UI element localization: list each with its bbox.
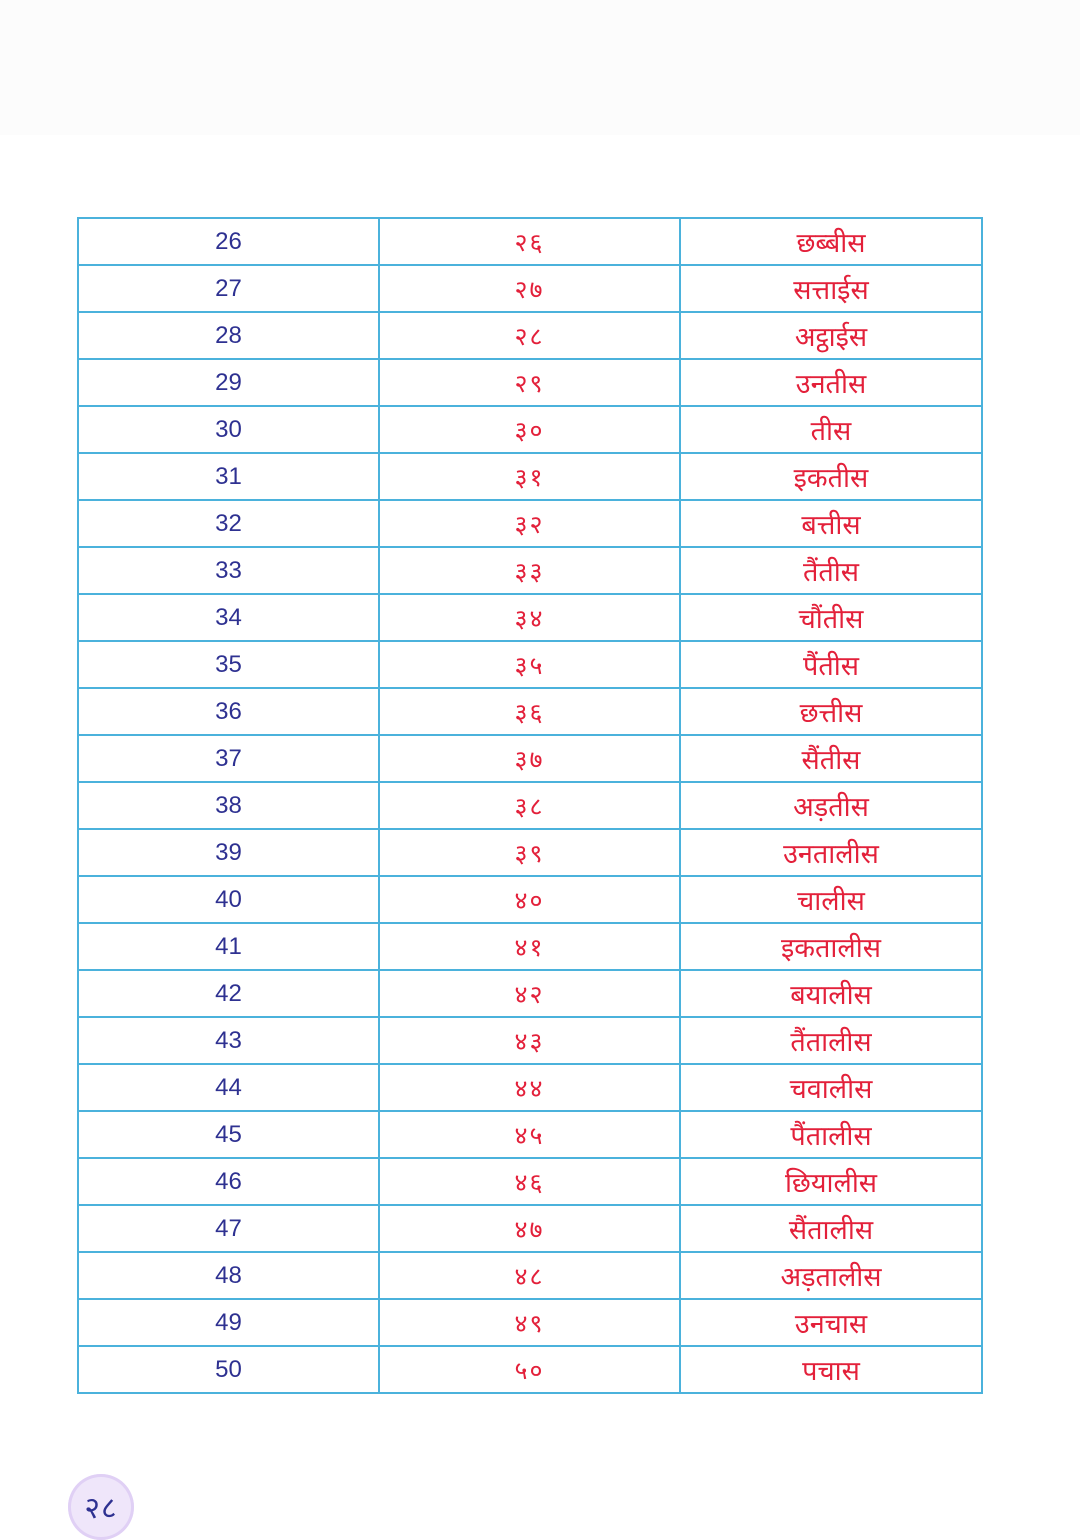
devanagari-number: ४१ xyxy=(514,932,545,962)
numbers-table xyxy=(77,217,983,1394)
table-cell xyxy=(379,1346,680,1393)
arabic-number: 45 xyxy=(215,1120,242,1148)
devanagari-number: ४६ xyxy=(514,1167,545,1197)
table-cell xyxy=(680,500,982,547)
arabic-number: 34 xyxy=(215,603,242,631)
table-cell xyxy=(78,1346,379,1393)
devanagari-number: ४४ xyxy=(514,1073,545,1103)
hindi-number-word: सत्ताईस xyxy=(793,275,869,306)
devanagari-number: ४७ xyxy=(514,1214,545,1244)
table-row xyxy=(78,453,982,500)
table-cell xyxy=(379,1205,680,1252)
table-cell xyxy=(680,641,982,688)
table-cell xyxy=(78,1111,379,1158)
table-cell xyxy=(78,923,379,970)
table-cell xyxy=(379,453,680,500)
arabic-number: 32 xyxy=(215,509,242,537)
table-row xyxy=(78,1252,982,1299)
table-cell xyxy=(78,265,379,312)
table-row xyxy=(78,782,982,829)
arabic-number: 42 xyxy=(215,979,242,1007)
table-row xyxy=(78,1111,982,1158)
table-row xyxy=(78,641,982,688)
table-cell xyxy=(680,1299,982,1346)
devanagari-number: ५० xyxy=(514,1355,545,1385)
hindi-number-word: बयालीस xyxy=(790,980,872,1011)
table-cell xyxy=(78,406,379,453)
table-cell xyxy=(78,1252,379,1299)
hindi-number-word: पैंतीस xyxy=(803,651,859,682)
arabic-number: 49 xyxy=(215,1308,242,1336)
table-cell xyxy=(680,1205,982,1252)
table-cell xyxy=(680,782,982,829)
table-row xyxy=(78,547,982,594)
hindi-number-word: तीस xyxy=(810,416,852,447)
arabic-number: 27 xyxy=(215,274,242,302)
table-cell xyxy=(379,218,680,265)
table-cell xyxy=(680,1111,982,1158)
table-cell xyxy=(379,406,680,453)
table-row xyxy=(78,876,982,923)
table-cell xyxy=(680,265,982,312)
table-cell xyxy=(680,359,982,406)
table-row xyxy=(78,594,982,641)
arabic-number: 40 xyxy=(215,885,242,913)
hindi-number-word: सैंतीस xyxy=(801,745,861,776)
hindi-number-word: छियालीस xyxy=(784,1168,878,1199)
table-cell xyxy=(78,1064,379,1111)
devanagari-number: ४३ xyxy=(514,1026,545,1056)
table-cell xyxy=(379,1252,680,1299)
hindi-number-word: छब्बीस xyxy=(796,228,866,259)
table-cell xyxy=(680,970,982,1017)
table-cell xyxy=(78,218,379,265)
table-cell xyxy=(78,312,379,359)
table-cell xyxy=(78,641,379,688)
arabic-number: 31 xyxy=(215,462,242,490)
table-cell xyxy=(379,688,680,735)
table-row xyxy=(78,265,982,312)
table-cell xyxy=(379,1017,680,1064)
hindi-number-word: तैंतीस xyxy=(802,557,860,588)
devanagari-number: ४२ xyxy=(514,979,545,1009)
table-cell xyxy=(379,1158,680,1205)
table-cell xyxy=(680,1252,982,1299)
hindi-number-word: उनचास xyxy=(794,1309,868,1340)
table-cell xyxy=(379,594,680,641)
table-row xyxy=(78,1017,982,1064)
hindi-number-word: इकतालीस xyxy=(781,933,881,964)
hindi-number-word: बत्तीस xyxy=(801,510,861,541)
arabic-number: 46 xyxy=(215,1167,242,1195)
devanagari-number: २८ xyxy=(514,321,545,351)
arabic-number: 50 xyxy=(215,1355,242,1383)
devanagari-number: ३५ xyxy=(514,650,545,680)
devanagari-number: ३८ xyxy=(514,791,545,821)
devanagari-number: ३३ xyxy=(514,556,545,586)
arabic-number: 48 xyxy=(215,1261,242,1289)
arabic-number: 43 xyxy=(215,1026,242,1054)
page-number: २८ xyxy=(84,1491,118,1526)
table-cell xyxy=(379,312,680,359)
table-cell xyxy=(78,970,379,1017)
table-row xyxy=(78,688,982,735)
table-cell xyxy=(379,1111,680,1158)
devanagari-number: ३७ xyxy=(514,744,545,774)
devanagari-number: २९ xyxy=(514,368,545,398)
table-cell xyxy=(78,735,379,782)
hindi-number-word: चवालीस xyxy=(789,1074,873,1105)
table-cell xyxy=(680,1346,982,1393)
hindi-number-word: चौंतीस xyxy=(798,604,864,635)
arabic-number: 39 xyxy=(215,838,242,866)
arabic-number: 33 xyxy=(215,556,242,584)
table-row xyxy=(78,312,982,359)
table-cell xyxy=(680,218,982,265)
table-cell xyxy=(379,970,680,1017)
devanagari-number: ३१ xyxy=(514,462,545,492)
table-cell xyxy=(379,735,680,782)
table-cell xyxy=(78,782,379,829)
header-band xyxy=(0,0,1080,135)
table-cell xyxy=(680,594,982,641)
table-cell xyxy=(379,782,680,829)
table-cell xyxy=(680,453,982,500)
arabic-number: 44 xyxy=(215,1073,242,1101)
table-cell xyxy=(78,688,379,735)
table-cell xyxy=(78,876,379,923)
hindi-number-word: अड़तीस xyxy=(793,792,869,823)
table-cell xyxy=(78,359,379,406)
table-cell xyxy=(680,312,982,359)
devanagari-number: ४९ xyxy=(514,1308,545,1338)
devanagari-number: २६ xyxy=(514,227,545,257)
table-row xyxy=(78,500,982,547)
table-cell xyxy=(78,1299,379,1346)
table-cell xyxy=(78,829,379,876)
devanagari-number: ४० xyxy=(514,885,545,915)
table-cell xyxy=(379,1299,680,1346)
devanagari-number: ३९ xyxy=(514,838,545,868)
table-cell xyxy=(78,500,379,547)
table-row xyxy=(78,970,982,1017)
table-row xyxy=(78,406,982,453)
hindi-number-word: अड़तालीस xyxy=(780,1262,882,1293)
table-row xyxy=(78,218,982,265)
table-cell xyxy=(379,265,680,312)
table-cell xyxy=(78,1205,379,1252)
table-row xyxy=(78,735,982,782)
table-cell xyxy=(379,1064,680,1111)
hindi-number-word: पैंतालीस xyxy=(790,1121,872,1152)
table-row xyxy=(78,829,982,876)
arabic-number: 38 xyxy=(215,791,242,819)
table-cell xyxy=(379,641,680,688)
table-row xyxy=(78,359,982,406)
devanagari-number: ३० xyxy=(514,415,545,445)
table-cell xyxy=(680,923,982,970)
arabic-number: 41 xyxy=(215,932,242,960)
table-cell xyxy=(78,594,379,641)
table-cell xyxy=(78,1158,379,1205)
table-cell xyxy=(379,547,680,594)
arabic-number: 35 xyxy=(215,650,242,678)
arabic-number: 36 xyxy=(215,697,242,725)
table-row xyxy=(78,1064,982,1111)
table-cell xyxy=(680,876,982,923)
hindi-number-word: इकतीस xyxy=(793,463,869,494)
hindi-number-word: चालीस xyxy=(797,886,865,917)
table-cell xyxy=(680,547,982,594)
table-cell xyxy=(78,547,379,594)
devanagari-number: ३६ xyxy=(514,697,545,727)
devanagari-number: २७ xyxy=(514,274,545,304)
table-row xyxy=(78,1299,982,1346)
arabic-number: 37 xyxy=(215,744,242,772)
table-cell xyxy=(680,1017,982,1064)
table-row xyxy=(78,1158,982,1205)
table-cell xyxy=(680,829,982,876)
hindi-number-word: छत्तीस xyxy=(799,698,863,729)
table-row xyxy=(78,1205,982,1252)
hindi-number-word: सैंतालीस xyxy=(788,1215,874,1246)
arabic-number: 28 xyxy=(215,321,242,349)
hindi-number-word: पचास xyxy=(802,1356,860,1387)
table-cell xyxy=(680,1158,982,1205)
hindi-number-word: उनतालीस xyxy=(783,839,879,870)
table-cell xyxy=(680,688,982,735)
hindi-number-word: अट्ठाईस xyxy=(794,322,868,353)
numbers-table-body xyxy=(78,218,982,1393)
hindi-number-word: उनतीस xyxy=(795,369,867,400)
arabic-number: 26 xyxy=(215,227,242,255)
arabic-number: 47 xyxy=(215,1214,242,1242)
table-cell xyxy=(379,500,680,547)
table-cell xyxy=(680,1064,982,1111)
table-cell xyxy=(78,453,379,500)
table-cell xyxy=(680,735,982,782)
table-row xyxy=(78,923,982,970)
table-cell xyxy=(379,876,680,923)
arabic-number: 29 xyxy=(215,368,242,396)
devanagari-number: ३२ xyxy=(514,509,545,539)
table-cell xyxy=(379,359,680,406)
hindi-number-word: तैंतालीस xyxy=(790,1027,872,1058)
devanagari-number: ४८ xyxy=(514,1261,545,1291)
table-row xyxy=(78,1346,982,1393)
devanagari-number: ४५ xyxy=(514,1120,545,1150)
table-cell xyxy=(680,406,982,453)
arabic-number: 30 xyxy=(215,415,242,443)
table-cell xyxy=(78,1017,379,1064)
table-cell xyxy=(379,923,680,970)
devanagari-number: ३४ xyxy=(514,603,545,633)
table-cell xyxy=(379,829,680,876)
